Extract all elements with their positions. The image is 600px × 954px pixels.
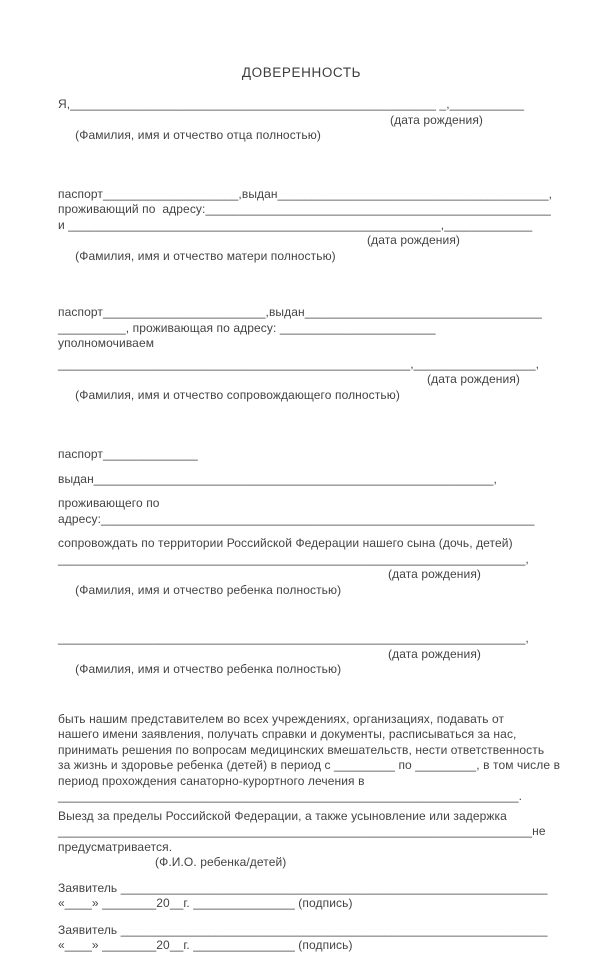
father-name-line: Я,______________________________________________________ _,___________: [58, 97, 525, 111]
child-birthdate-caption: (дата рождения): [388, 567, 482, 581]
powers-paragraph-line: нашего имени заявления, получать справки и документы, расписываться за нас,: [58, 727, 517, 741]
father-passport-line: паспорт____________________,выдан________________________________________,: [58, 186, 553, 201]
attendant-name-line: ____________________________________________________,__________________,: [58, 356, 540, 371]
escort-clause: сопровождать по территории Российской Федерации нашего сына (дочь, детей): [58, 536, 513, 550]
attendant-name-caption: [58, 372, 545, 434]
restriction-blank-line: ______________________________________________________________________не: [58, 824, 546, 838]
attendant-address-line: адресу:________________________________________________________________: [58, 511, 535, 526]
children-fio-caption: (Ф.И.О. ребенка/детей): [155, 855, 287, 869]
child-name-caption: [58, 567, 545, 629]
attendant-residing-line: проживающего по: [58, 496, 160, 510]
attendant-issued-line: выдан___________________________________________________________,: [58, 471, 497, 486]
applicant-date-sign-line: «____» ________20__г. _______________ (подпись): [58, 938, 353, 952]
applicant-label-line: Заявитель _______________________________________________________________: [58, 922, 548, 937]
attendant-passport-line: паспорт______________: [58, 447, 198, 461]
powers-paragraph-line: принимать решения по вопросам медицинских вмешательств, нести ответственность: [58, 742, 545, 757]
restriction-line: предусматривается.: [58, 839, 173, 854]
father-name-caption: [58, 113, 545, 175]
mother-address-line: __________, проживающая по адресу: _______________________: [58, 320, 436, 335]
document-title: ДОВЕРЕННОСТЬ: [241, 65, 362, 80]
applicant-date-sign-line: «____» ________20__г. _______________ (подпись): [58, 896, 353, 910]
child-name-caption: [58, 647, 545, 709]
child-name-caption-text: (Фамилия, имя и отчество ребенка полностью): [71, 582, 342, 597]
father-name-caption-text: (Фамилия, имя и отчество отца полностью): [71, 128, 321, 142]
powers-paragraph-line: быть нашим представителем во всех учреждениях, организациях, подавать от: [58, 711, 505, 726]
child-name-line: _____________________________________________________________________,: [58, 551, 529, 566]
father-address-line: проживающий по адресу:___________________________________________________: [58, 202, 551, 216]
child-birthdate-caption: (дата рождения): [388, 646, 482, 661]
powers-paragraph-line: период прохождения санаторно-курортного лечения в: [58, 773, 365, 788]
authorize-label: уполномочиваем: [58, 336, 155, 350]
mother-passport-line: паспорт________________________,выдан___________________________________: [58, 305, 542, 319]
applicant-label-line: Заявитель _______________________________________________________________: [58, 880, 548, 895]
mother-name-caption-text: (Фамилия, имя и отчество матери полностью): [71, 248, 336, 263]
child-name-caption-text: (Фамилия, имя и отчество ребенка полностью): [71, 662, 342, 676]
powers-paragraph-line: за жизнь и здоровье ребенка (детей) в период с _________ по _________, в том числе в: [58, 758, 561, 772]
restriction-line: Выезд за пределы Российской Федерации, а также усыновление или задержка: [58, 808, 507, 823]
attendant-name-caption-text: (Фамилия, имя и отчество сопровождающего полностью): [71, 387, 400, 402]
powers-tail-line: ____________________________________________________________________.: [58, 789, 523, 803]
attendant-birthdate-caption: (дата рождения): [427, 372, 521, 386]
father-birthdate-caption: (дата рождения): [390, 112, 484, 127]
child-name-line: _____________________________________________________________________,: [58, 631, 529, 645]
mother-birthdate-caption: (дата рождения): [367, 233, 461, 247]
mother-name-caption: [58, 233, 545, 295]
mother-name-line: и _______________________________________________________,_____________: [58, 217, 533, 232]
